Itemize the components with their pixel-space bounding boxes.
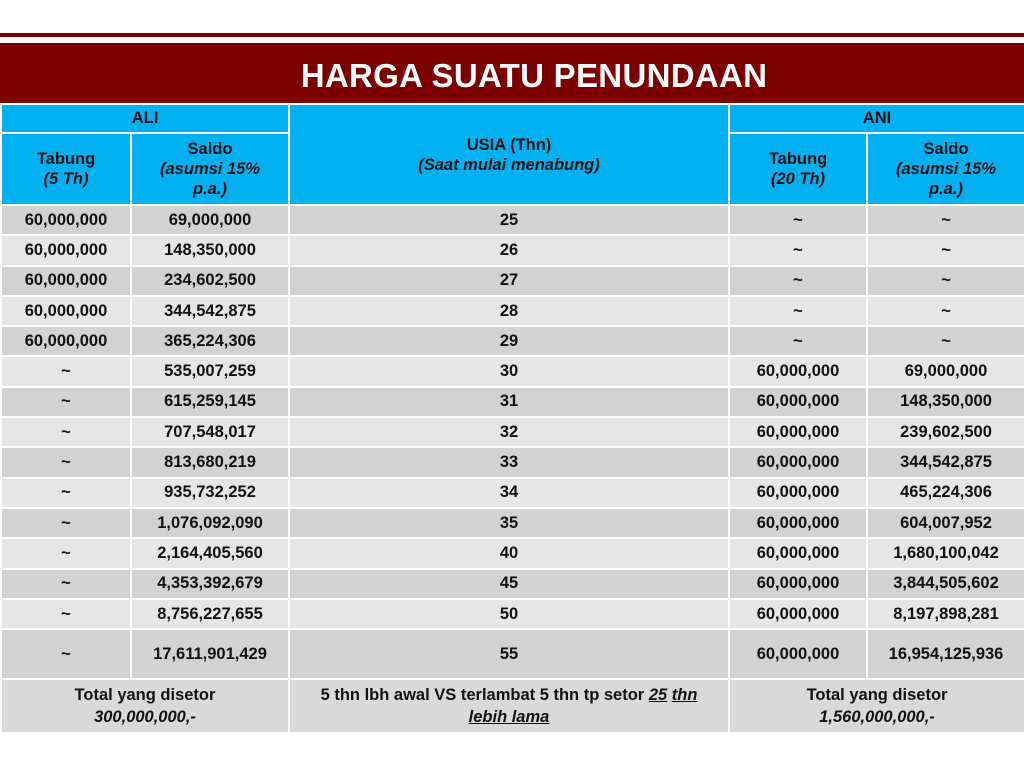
table-row (1, 508, 1024, 538)
cell-ali-tabung: 60,000,000 (1, 326, 131, 356)
footer-ali-amount: 300,000,000,- (94, 708, 196, 727)
table-row (1, 478, 1024, 508)
cell-usia: 30 (289, 356, 729, 386)
cell-ali-saldo: 365,224,306 (131, 326, 289, 356)
footer-ali-total (1, 679, 289, 733)
cell-ani-saldo: 148,350,000 (867, 387, 1024, 417)
cell-ali-tabung: 60,000,000 (1, 205, 131, 235)
footer-row (1, 679, 1024, 733)
footer-comparison-note (289, 679, 729, 733)
cell-ali-tabung: ~ (1, 629, 131, 679)
table-row (1, 387, 1024, 417)
footer-note-text: 5 thn lbh awal VS terlambat 5 thn tp setor (320, 686, 649, 705)
cell-usia: 33 (289, 447, 729, 477)
header-row-top (1, 104, 1024, 133)
cell-ali-saldo: 935,732,252 (131, 478, 289, 508)
cell-ani-tabung: 60,000,000 (729, 629, 867, 679)
footer-ali-label: Total yang disetor (74, 686, 216, 705)
cell-ani-saldo: 16,954,125,936 (867, 629, 1024, 679)
cell-ali-saldo: 17,611,901,429 (131, 629, 289, 679)
top-rule (0, 33, 1024, 37)
cell-usia: 55 (289, 629, 729, 679)
header-ali-saldo (131, 133, 289, 205)
table-row (1, 629, 1024, 679)
cell-ani-tabung: 60,000,000 (729, 387, 867, 417)
table-row (1, 417, 1024, 447)
footer-note-emphasis-2: thn lebih lama (468, 686, 698, 727)
cell-ani-tabung: ~ (729, 296, 867, 326)
cell-usia: 34 (289, 478, 729, 508)
cell-ani-saldo: ~ (867, 235, 1024, 265)
cell-ali-tabung: ~ (1, 478, 131, 508)
table-row (1, 569, 1024, 599)
cell-ani-tabung: ~ (729, 266, 867, 296)
cell-ani-tabung: ~ (729, 205, 867, 235)
cell-ali-saldo: 4,353,392,679 (131, 569, 289, 599)
cell-ani-saldo: 8,197,898,281 (867, 599, 1024, 629)
cell-ali-saldo: 148,350,000 (131, 235, 289, 265)
cell-ani-saldo: 1,680,100,042 (867, 538, 1024, 568)
cell-ani-saldo: ~ (867, 296, 1024, 326)
cell-ani-tabung: ~ (729, 326, 867, 356)
cell-ali-tabung: ~ (1, 569, 131, 599)
cell-ali-saldo: 344,542,875 (131, 296, 289, 326)
header-ani-tabung-label: Tabung (768, 150, 828, 168)
cell-ali-tabung: 60,000,000 (1, 296, 131, 326)
cell-usia: 29 (289, 326, 729, 356)
cell-ani-saldo: 69,000,000 (867, 356, 1024, 386)
header-usia-note: (Saat mulai menabung) (418, 155, 600, 174)
cell-ani-tabung: 60,000,000 (729, 599, 867, 629)
cell-ali-saldo: 1,076,092,090 (131, 508, 289, 538)
page-title: HARGA SUATU PENUNDAAN (300, 57, 768, 94)
footer-ani-amount: 1,560,000,000,- (819, 708, 935, 727)
cell-ani-saldo: 344,542,875 (867, 447, 1024, 477)
header-usia (289, 104, 729, 205)
table-row (1, 599, 1024, 629)
cell-usia: 31 (289, 387, 729, 417)
cell-ani-tabung: 60,000,000 (729, 447, 867, 477)
cell-ani-saldo: ~ (867, 326, 1024, 356)
header-ali-saldo-label: Saldo (187, 140, 233, 158)
cell-ali-tabung: ~ (1, 447, 131, 477)
cell-ani-tabung: 60,000,000 (729, 508, 867, 538)
cell-ali-tabung: 60,000,000 (1, 266, 131, 296)
header-ani-saldo (867, 133, 1024, 205)
footer-ani-total (729, 679, 1024, 733)
footer-ani-label: Total yang disetor (806, 686, 948, 705)
cell-ali-saldo: 535,007,259 (131, 356, 289, 386)
cell-ani-saldo: 3,844,505,602 (867, 569, 1024, 599)
cell-ali-saldo: 234,602,500 (131, 266, 289, 296)
cell-ani-saldo: ~ (867, 205, 1024, 235)
cell-ali-saldo: 707,548,017 (131, 417, 289, 447)
header-ali-saldo-note: (asumsi 15% p.a.) (160, 160, 260, 198)
cell-ani-saldo: 465,224,306 (867, 478, 1024, 508)
cell-usia: 25 (289, 205, 729, 235)
header-usia-label: USIA (Thn) (466, 135, 552, 154)
table-row (1, 235, 1024, 265)
header-ali-tabung-label: Tabung (36, 150, 96, 168)
cell-usia: 28 (289, 296, 729, 326)
cell-ali-saldo: 615,259,145 (131, 387, 289, 417)
cell-ali-saldo: 813,680,219 (131, 447, 289, 477)
cell-usia: 45 (289, 569, 729, 599)
cell-ani-tabung: 60,000,000 (729, 417, 867, 447)
header-ali-tabung (1, 133, 131, 205)
cell-ali-tabung: ~ (1, 599, 131, 629)
header-ani-tabung (729, 133, 867, 205)
cell-usia: 26 (289, 235, 729, 265)
cell-ali-tabung: ~ (1, 508, 131, 538)
cell-ali-saldo: 2,164,405,560 (131, 538, 289, 568)
cell-ani-tabung: 60,000,000 (729, 538, 867, 568)
footer-note-emphasis-1: 25 (648, 686, 668, 705)
cell-ani-saldo: ~ (867, 266, 1024, 296)
table-row (1, 205, 1024, 235)
cell-ali-tabung: ~ (1, 356, 131, 386)
cell-ani-saldo: 604,007,952 (867, 508, 1024, 538)
header-ani-tabung-note: (20 Th) (770, 170, 826, 188)
cell-ali-saldo: 8,756,227,655 (131, 599, 289, 629)
header-ali-tabung-note: (5 Th) (43, 170, 89, 188)
table-row (1, 266, 1024, 296)
cell-ani-tabung: 60,000,000 (729, 356, 867, 386)
cell-ani-saldo: 239,602,500 (867, 417, 1024, 447)
table-row (1, 538, 1024, 568)
header-ani-saldo-note: (asumsi 15% p.a.) (896, 160, 996, 198)
cell-ali-tabung: ~ (1, 538, 131, 568)
cell-ani-tabung: 60,000,000 (729, 478, 867, 508)
table-row (1, 296, 1024, 326)
cell-ali-tabung: ~ (1, 417, 131, 447)
cell-ali-tabung: ~ (1, 387, 131, 417)
cell-ali-tabung: 60,000,000 (1, 235, 131, 265)
header-ali: ALI (1, 104, 289, 133)
table-row (1, 447, 1024, 477)
header-ani: ANI (729, 104, 1024, 133)
cell-usia: 27 (289, 266, 729, 296)
cell-usia: 50 (289, 599, 729, 629)
header-ani-saldo-label: Saldo (923, 140, 969, 158)
cell-ani-tabung: ~ (729, 235, 867, 265)
table-row (1, 326, 1024, 356)
cell-ali-saldo: 69,000,000 (131, 205, 289, 235)
cell-ani-tabung: 60,000,000 (729, 569, 867, 599)
savings-comparison-table (0, 103, 1024, 734)
cell-usia: 35 (289, 508, 729, 538)
cell-usia: 40 (289, 538, 729, 568)
table-row (1, 356, 1024, 386)
cell-usia: 32 (289, 417, 729, 447)
